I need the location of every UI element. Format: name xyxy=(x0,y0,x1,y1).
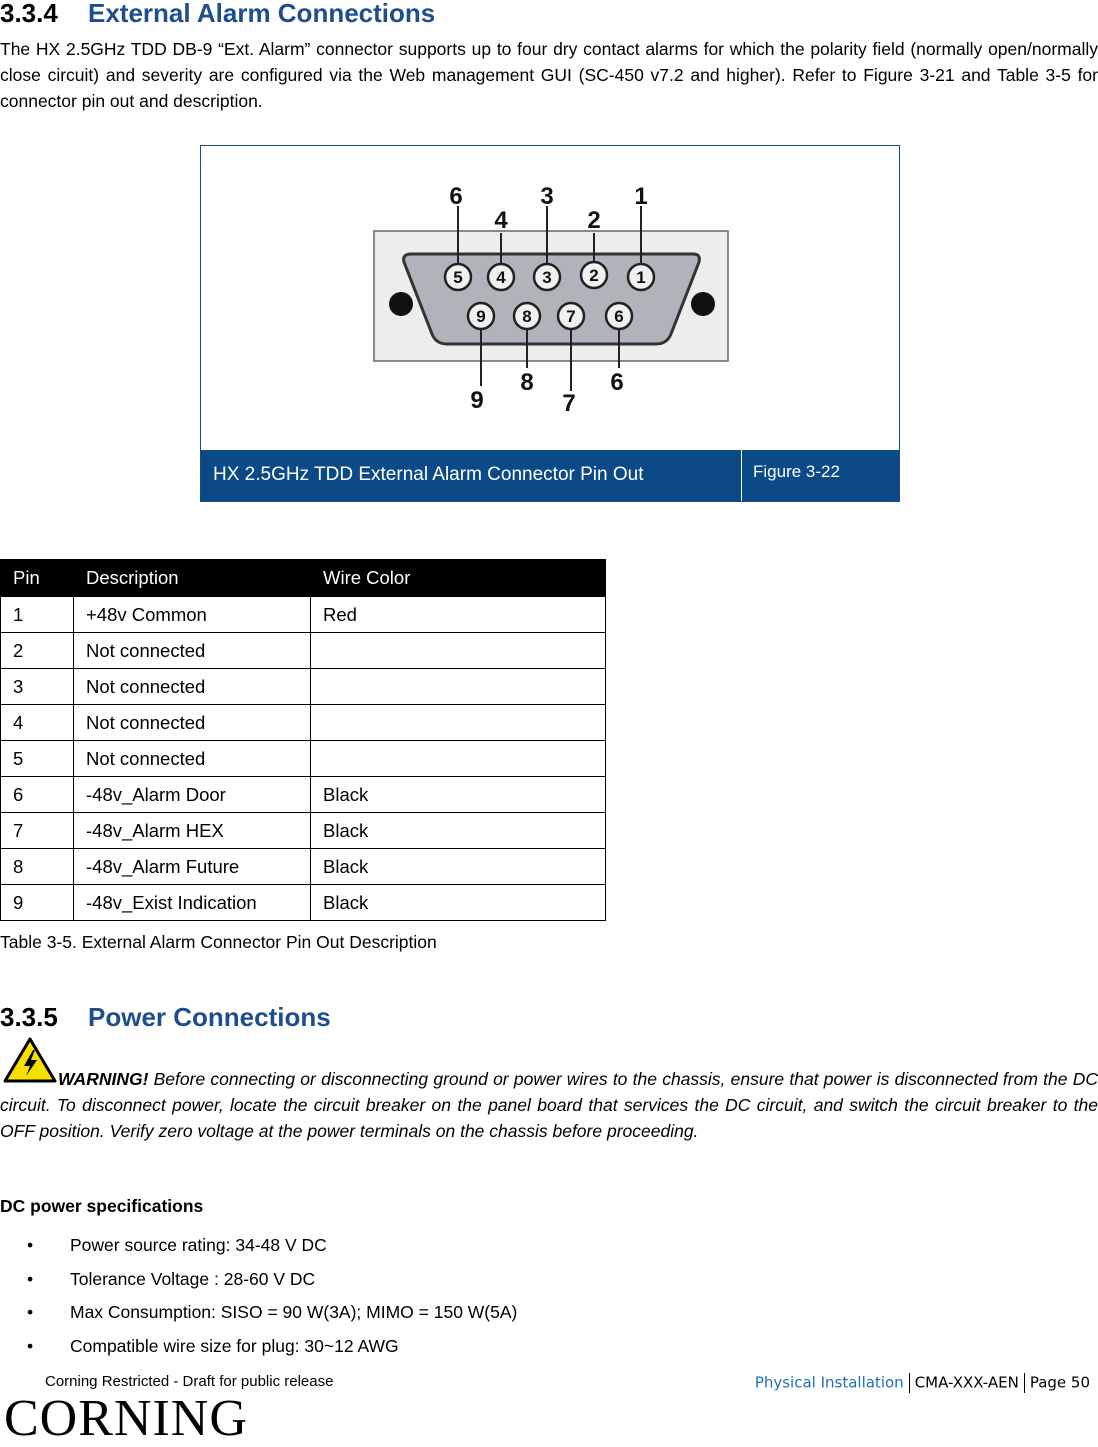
bottom-label-pin-7: 7 xyxy=(562,390,576,417)
cell-description: +48v Common xyxy=(74,597,311,633)
cell-pin: 1 xyxy=(1,597,74,633)
table-caption: Table 3-5. External Alarm Connector Pin Out Description xyxy=(0,932,437,952)
cell-pin: 6 xyxy=(1,777,74,813)
pin-number-label: 7 xyxy=(566,307,576,326)
cell-wire-color: Black xyxy=(311,885,606,921)
table-row xyxy=(1,669,606,705)
table-row xyxy=(1,849,606,885)
figure-caption-bar xyxy=(201,450,899,501)
cell-description: -48v_Alarm HEX xyxy=(74,813,311,849)
cell-wire-color xyxy=(311,669,606,705)
cell-pin: 4 xyxy=(1,705,74,741)
cell-description: -48v_Exist Indication xyxy=(74,885,311,921)
bottom-label-pin-8: 8 xyxy=(520,369,534,396)
cell-wire-color xyxy=(311,741,606,777)
cell-wire-color xyxy=(311,705,606,741)
cell-pin: 8 xyxy=(1,849,74,885)
table-row xyxy=(1,597,606,633)
table-row xyxy=(1,741,606,777)
section-title: Power Connections xyxy=(88,1002,331,1032)
col-header-description: Description xyxy=(74,560,311,597)
cell-wire-color: Black xyxy=(311,777,606,813)
cell-pin: 7 xyxy=(1,813,74,849)
figure-number: Figure 3-22 xyxy=(753,462,840,481)
pin-number-label: 8 xyxy=(522,307,532,326)
pin-number-label: 1 xyxy=(636,268,646,287)
cell-wire-color: Black xyxy=(311,813,606,849)
section-334-body: The HX 2.5GHz TDD DB-9 “Ext. Alarm” connector supports up to four dry contact alarms for which the polarity field (normally open/normally close circuit) and severity are configured via the Web management GUI (SC-450 v7.2 and higher). Refer to Figure 3-21 and Table 3-5 for connector pin out and description. xyxy=(0,39,1098,111)
table-header-row xyxy=(1,560,606,597)
list-item: • Tolerance Voltage : 28-60 V DC xyxy=(0,1269,517,1303)
db9-connector-diagram xyxy=(201,146,899,450)
cell-wire-color xyxy=(311,633,606,669)
cell-description: -48v_Alarm Door xyxy=(74,777,311,813)
cell-pin: 2 xyxy=(1,633,74,669)
cell-pin: 5 xyxy=(1,741,74,777)
corning-logo: CORNING xyxy=(4,1390,248,1447)
cell-pin: 9 xyxy=(1,885,74,921)
cell-description: Not connected xyxy=(74,705,311,741)
warning-paragraph xyxy=(0,1066,1098,1144)
pin-number-label: 3 xyxy=(542,268,552,287)
footer-restriction: Corning Restricted - Draft for public release xyxy=(45,1373,334,1390)
footer-doc-info xyxy=(755,1373,1090,1393)
bottom-label-pin-6: 6 xyxy=(610,369,624,396)
section-number: 3.3.5 xyxy=(0,1002,58,1032)
footer-doc-id: CMA-XXX-AEN xyxy=(914,1373,1019,1392)
table-row xyxy=(1,633,606,669)
cell-description: Not connected xyxy=(74,633,311,669)
pin-number-label: 4 xyxy=(496,268,506,287)
caption-divider xyxy=(741,450,742,501)
section-heading-335 xyxy=(0,1002,331,1033)
pin-number-label: 6 xyxy=(614,307,624,326)
cell-description: Not connected xyxy=(74,669,311,705)
pin-number-label: 5 xyxy=(453,268,463,287)
mount-hole-right xyxy=(691,292,715,316)
top-label-pin-2: 2 xyxy=(587,207,601,234)
section-title: External Alarm Connections xyxy=(88,0,436,28)
warning-label: WARNING! xyxy=(58,1069,149,1089)
top-label-pin-4: 4 xyxy=(494,207,508,234)
dc-specs-list xyxy=(0,1235,517,1369)
pin-out-table xyxy=(0,559,606,921)
mount-hole-left xyxy=(389,292,413,316)
section-heading-334 xyxy=(0,0,435,29)
table-row xyxy=(1,777,606,813)
col-header-wire-color: Wire Color xyxy=(311,560,606,597)
table-row xyxy=(1,705,606,741)
footer-section: Physical Installation xyxy=(754,1373,904,1392)
pin-number-label: 2 xyxy=(589,266,599,285)
cell-wire-color: Black xyxy=(311,849,606,885)
table-row xyxy=(1,885,606,921)
pin-number-label: 9 xyxy=(476,307,486,326)
col-header-pin: Pin xyxy=(1,560,74,597)
bottom-label-pin-9: 9 xyxy=(470,387,484,414)
footer-page: Page 50 xyxy=(1029,1373,1090,1392)
top-label-pin-6: 6 xyxy=(449,183,463,210)
table-row xyxy=(1,813,606,849)
list-item: • Max Consumption: SISO = 90 W(3A); MIMO = 150 W(5A) xyxy=(0,1302,517,1336)
section-number: 3.3.4 xyxy=(0,0,58,28)
figure-caption: HX 2.5GHz TDD External Alarm Connector Pin Out xyxy=(213,464,644,485)
cell-wire-color: Red xyxy=(311,597,606,633)
cell-pin: 3 xyxy=(1,669,74,705)
dc-specs-heading: DC power specifications xyxy=(0,1196,204,1216)
top-label-pin-3: 3 xyxy=(540,183,554,210)
list-item: • Power source rating: 34-48 V DC xyxy=(0,1235,517,1269)
cell-description: -48v_Alarm Future xyxy=(74,849,311,885)
figure-box xyxy=(200,145,900,502)
warning-text: Before connecting or disconnecting ground or power wires to the chassis, ensure that power is disconnected from the DC circuit. To disconnect power, locate the circuit breaker on the panel board that services the DC circuit, and switch the circuit breaker to the OFF position. Verify zero voltage at the power terminals on the chassis before proceeding. xyxy=(0,1069,1098,1141)
list-item: • Compatible wire size for plug: 30~12 AWG xyxy=(0,1336,517,1370)
cell-description: Not connected xyxy=(74,741,311,777)
top-label-pin-1: 1 xyxy=(634,183,648,210)
